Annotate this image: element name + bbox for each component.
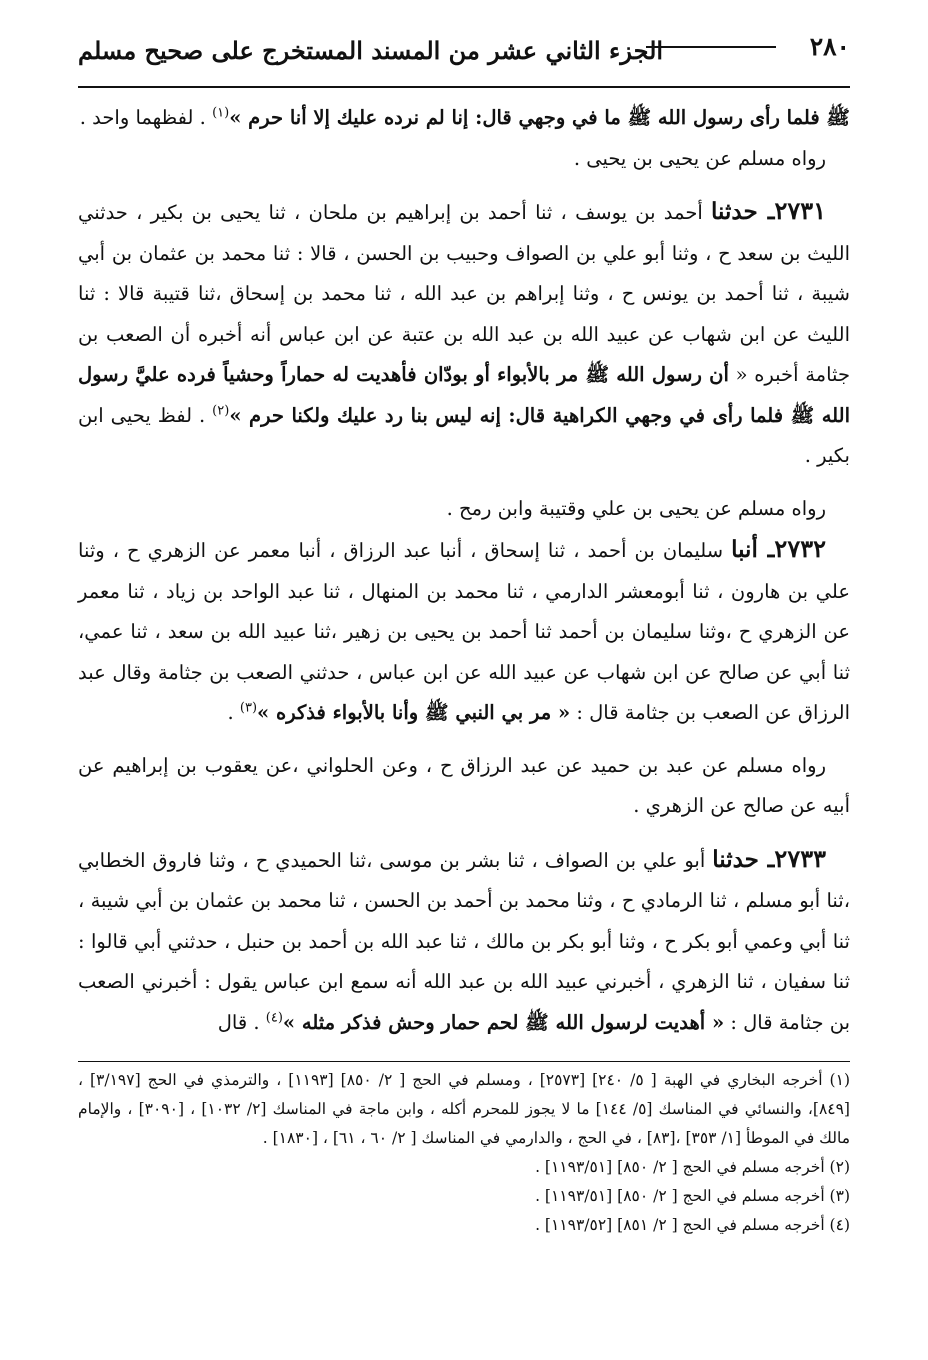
hadith-keyword: ـ حدثنا	[712, 845, 775, 873]
riwaya-note-2: رواه مسلم عن يحيى بن علي وقتيبة وابن رمح .	[446, 496, 826, 520]
riwaya-note-3: رواه مسلم عن عبد بن حميد عن عبد الرزاق ح ، وعن الحلواني ،عن يعقوب بن إبراهيم عن أبيه عن صالح عن الزهري .	[78, 753, 850, 817]
page-header	[78, 28, 850, 88]
hadith-matn: « مر بي النبي ﷺ وأنا بالأبواء فذكره »	[257, 701, 571, 724]
hadith-keyword: ـ أنبا	[731, 536, 775, 563]
hadith-tail: . قال	[217, 1010, 260, 1034]
main-text	[78, 98, 850, 1043]
gap	[78, 827, 850, 839]
gap	[78, 477, 850, 489]
page-number: ٢٨٠	[809, 32, 850, 61]
footnote-ref-2: (٢)	[212, 403, 230, 418]
footnote-4: (٤) أخرجه مسلم في الحج [ ٢/ ٨٥١] [١١٩٣/٥٢] .	[535, 1216, 850, 1234]
footnotes	[78, 1061, 850, 1240]
riwaya-note-1: رواه مسلم عن يحيى بن يحيى .	[573, 146, 826, 170]
hadith-matn: « أهديت لرسول الله ﷺ لحم حمار وحش فذكر مثله »	[282, 1010, 725, 1034]
footnote-1: (١) أخرجه البخاري في الهبة [ ٥/ ٢٤٠] [٢٥٧٣] ، ومسلم في الحج [ ٢/ ٨٥٠] [١١٩٣] ، والترمذي في الحج [٣/١٩٧] ، [٨٤٩]، والنسائي في المناسك [٥/ ١٤٤] ما لا يجوز للمحرم أكله ، وابن ماجة في المناسك [٢/ ١٠٣٢] ، [٣٠٩٠] ، والإمام مالك في الموطأ [١/ ٣٥٣] ،[٨٣] ، في الحج ، والدارمي في المناسك [ ٢/ ٦٠ ، ٦١] ، [١٨٣٠] .	[78, 1071, 850, 1147]
hadith-tail: . لفظ يحيى ابن بكير .	[78, 403, 850, 467]
hadith-2733	[78, 839, 850, 1044]
hadith-number: ٢٧٣٣	[774, 843, 826, 873]
hadith-matn: أن رسول الله ﷺ مر بالأبواء أو بودّان فأهديت له حماراً وحشياً فرده عليَّ رسول الله ﷺ فلما رأى في وجهي الكراهية قال: إنه ليس بنا رد عليك ولكنا حرم »	[78, 363, 850, 427]
footnote-3: (٣) أخرجه مسلم في الحج [ ٢/ ٨٥٠] [١١٩٣/٥١] .	[535, 1187, 850, 1205]
running-title: الجزء الثاني عشر من المسند المستخرج على صحيح مسلم	[78, 36, 664, 65]
paragraph-continuation	[78, 98, 850, 139]
gap	[78, 179, 850, 191]
gap	[78, 734, 850, 746]
hadith-2732	[78, 529, 850, 734]
footnote-ref-3: (٣)	[239, 700, 258, 716]
hadith-2731	[78, 191, 850, 477]
hadith-number: ٢٧٣٢	[774, 534, 826, 563]
hadith-tail: .	[227, 701, 234, 724]
footnote-2: (٢) أخرجه مسلم في الحج [ ٢/ ٨٥٠] [١١٩٣/٥١] .	[535, 1158, 850, 1176]
header-rule	[646, 46, 776, 48]
hadith-keyword: ـ حدثنا	[711, 198, 775, 225]
book-page	[78, 28, 850, 1240]
hadith-isnad: أبو علي بن الصواف ، ثنا بشر بن موسى ،ثنا الحميدي ح ، وثنا فاروق الخطابي ،ثنا أبو مسلم ، ثنا الرمادي ح ، وثنا محمد بن أحمد بن الحسن ، ثنا محمد بن عثمان بن أبي شيبة ، ثنا أبي وعمي أبو بكر ح ، وثنا أبو بكر بن مالك ، ثنا عبد الله بن أحمد بن حنبل ، حدثني أبي قالوا : ثنا سفيان ، ثنا الزهري ، أخبرني عبيد الله بن عبد الله أنه سمع ابن عباس يقول : أخبرني الصعب بن جثامة قال :	[78, 848, 850, 1034]
footnote-ref-4: (٤)	[265, 1010, 283, 1025]
hadith-number: ٢٧٣١	[774, 196, 827, 225]
continuation-tail: . لفظهما واحد .	[79, 106, 206, 129]
footnote-ref-1: (١)	[212, 105, 230, 121]
hadith-isnad: سليمان بن أحمد ، ثنا إسحاق ، أنبا عبد الرزاق ، أنبا معمر عن الزهري ح ، وثنا علي بن هارون ، ثنا أبومعشر الدارمي ، ثنا محمد بن المنهال ، ثنا عبد الواحد بن زياد ، ثنا معمر عن الزهري ح ،وثنا سليمان بن أحمد ثنا أحمد بن يحيى بن زهير ،ثنا عبيد الله بن سعد ، ثنا عمي، ثنا أبي عن صالح عن ابن شهاب عن عبيد الله عن ابن عباس ، حدثني الصعب بن جثامة وقال عبد الرزاق عن الصعب بن جثامة قال :	[78, 539, 850, 724]
continuation-matn: ﷺ فلما رأى رسول الله ﷺ ما في وجهي قال: إنا لم نرده عليك إلا أنا حرم »	[229, 106, 850, 129]
hadith-isnad: أحمد بن يوسف ، ثنا أحمد بن إبراهيم بن ملحان ، ثنا يحيى بن بكير ، حدثني الليث بن سعد ح ، وثنا أبو علي بن الصواف وحبيب بن الحسن ، قالا : ثنا محمد بن عثمان بن أبي شيبة ، ثنا أحمد بن يونس ح ، وثنا إبراهم بن عبد الله ، ثنا محمد بن إسحاق ،ثنا قتيبة قالا : ثنا الليث عن ابن شهاب عن عبيد الله بن عبد الله بن عتبة عن ابن عباس أنه أخبره أن الصعب بن جثامة أخبره «	[78, 201, 850, 386]
